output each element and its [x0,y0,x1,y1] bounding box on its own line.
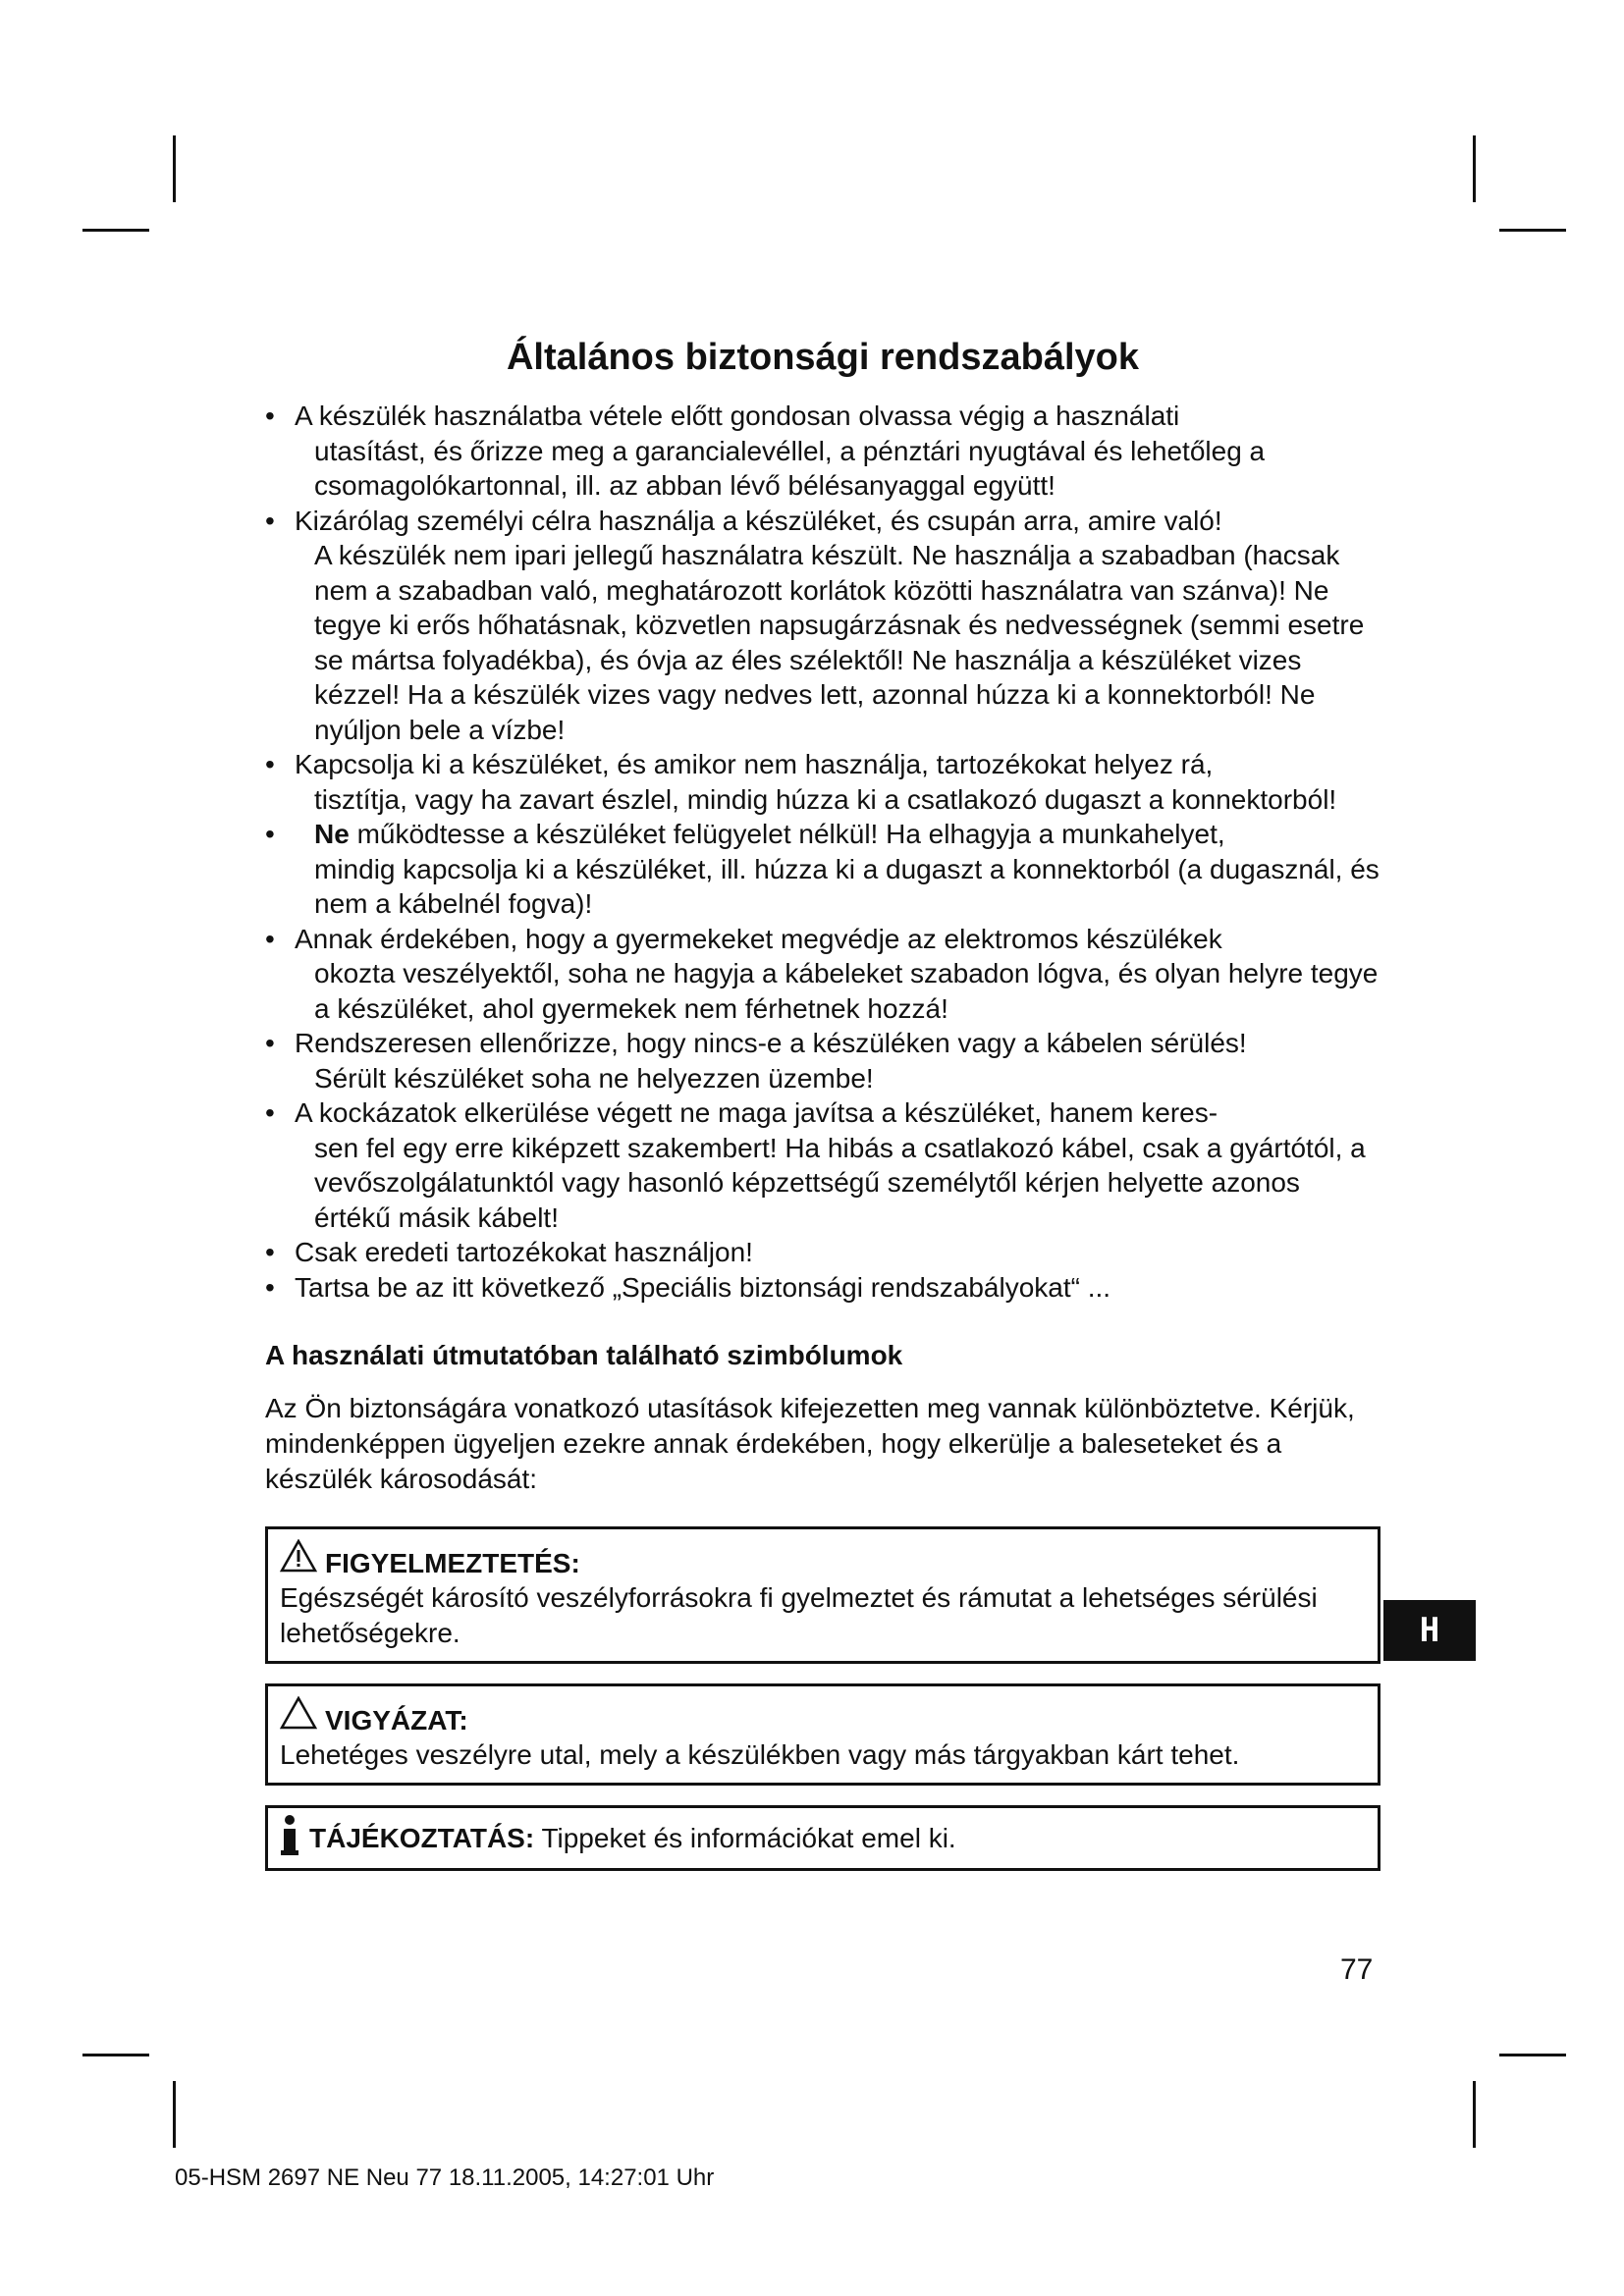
list-item [265,1235,1380,1270]
list-item-continuation: Sérült készüléket soha ne helyezzen üzembe! [314,1062,874,1094]
warning-label: FIGYELMEZTETÉS: [325,1548,580,1578]
language-tab: H [1383,1600,1476,1661]
bullet: • [265,505,275,536]
page-content [265,334,1380,1871]
bullet: • [265,400,275,431]
crop-mark [1473,135,1476,202]
safety-rules-list [265,399,1380,1305]
warning-text: Egészségét károsító veszélyforrásokra fi gyelmeztet és rámutat a lehetséges sérülési lehetőségekre. [280,1582,1318,1648]
caution-box [265,1683,1380,1786]
warning-triangle-icon [280,1539,317,1580]
crop-mark [173,135,176,202]
caution-label: VIGYÁZAT: [325,1705,468,1735]
list-item [265,399,1380,504]
bullet: • [265,1028,275,1058]
list-item-continuation: okozta veszélyektől, soha ne hagyja a kábeleket szabadon lógva, és olyan helyre tegye a készüléket, ahol gyermekek nem férhetnek hozzá! [314,958,1379,1024]
list-item [265,504,1380,748]
list-item-continuation: A készülék nem ipari jellegű használatra készült. Ne használja a szabadban (hacsak nem a szabadban való, meghatározott korlátok közötti használatra van szánva)! Ne tegye ki erős hőhatásnak, közvetlen napsugárzásnak és nedvességnek (semmi esetre se mártsa folyadékba), és óvja az éles szélektől! Ne használja a készüléket vizes kézzel! Ha a készülék vizes vagy nedves lett, azonnal húzza ki a konnektorból! Ne nyúljon bele a vízbe! [314,540,1365,745]
list-item-first-line: Kapcsolja ki a készüléket, és amikor nem használja, tartozékokat helyez rá, [295,749,1214,779]
list-item-first-line: Kizárólag személyi célra használja a készüléket, és csupán arra, amire való! [295,505,1222,536]
info-label: TÁJÉKOZTATÁS: [309,1822,535,1853]
list-item-first-line: A készülék használatba vétele előtt gondosan olvassa végig a használati [295,400,1180,431]
list-item-continuation: tisztítja, vagy ha zavart észlel, mindig húzza ki a csatlakozó dugaszt a konnektorból! [314,783,1337,815]
list-item-first-line: A kockázatok elkerülése végett ne maga javítsa a készüléket, hanem keres- [295,1097,1218,1128]
warning-box [265,1526,1380,1664]
symbols-intro: Az Ön biztonságára vonatkozó utasítások kifejezetten meg vannak különböztetve. Kérjük, mindenképpen ügyeljen ezekre annak érdekében, hogy elkerülje a baleseteket és a készülék károsodását: [265,1393,1355,1494]
bullet: • [265,1271,275,1303]
list-item [265,922,1380,1027]
list-item [265,747,1380,817]
list-item-continuation: utasítást, és őrizze meg a garancialevéllel, a pénztári nyugtával és lehetőleg a csomagolókartonnal, ill. az abban lévő bélésanyaggal együtt! [314,435,1266,501]
list-item-emphasis: Ne [314,819,350,849]
crop-mark [82,229,149,232]
bullet: • [265,1237,275,1267]
info-icon [280,1814,299,1862]
info-text: Tippeket és információkat emel ki. [534,1822,956,1853]
list-item [265,1026,1380,1095]
print-footer: 05-HSM 2697 NE Neu 77 18.11.2005, 14:27:01 Uhr [175,2164,715,2191]
bullet: • [265,749,275,779]
list-item-first-line: Rendszeresen ellenőrizze, hogy nincs-e a készüléken vagy a kábelen sérülés! [295,1028,1247,1058]
bullet: • [265,819,275,849]
crop-mark [173,2081,176,2148]
list-item-first-line: Annak érdekében, hogy a gyermekeket megvédje az elektromos készülékek [295,923,1222,954]
crop-mark [1499,2054,1566,2056]
list-item-first-line: Csak eredeti tartozékokat használjon! [295,1237,753,1267]
list-item-continuation: mindig kapcsolja ki a készüléket, ill. húzza ki a dugaszt a konnektorból (a dugasznál, és nem a kábelnél fogva)! [314,853,1380,919]
symbols-heading: A használati útmutatóban található szimbólumok [265,1340,903,1370]
crop-mark [1499,229,1566,232]
crop-mark [1473,2081,1476,2148]
caution-triangle-icon [280,1696,317,1737]
list-item [265,1095,1380,1235]
list-item-first-line: működtesse a készüléket felügyelet nélkül! Ha elhagyja a munkahelyet, [349,819,1225,849]
list-item [265,1270,1380,1306]
page-number: 77 [1340,1953,1374,1986]
info-box [265,1805,1380,1871]
caution-text: Lehetéges veszélyre utal, mely a készülékben vagy más tárgyakban kárt tehet. [280,1739,1240,1770]
crop-mark [82,2054,149,2056]
list-item-first-line: Tartsa be az itt következő „Speciális biztonsági rendszabályokat“ ... [295,1271,1111,1303]
page-title: Általános biztonsági rendszabályok [506,337,1140,378]
list-item [265,817,1380,922]
bullet: • [265,1097,275,1128]
bullet: • [265,923,275,954]
list-item-continuation: sen fel egy erre kiképzett szakembert! Ha hibás a csatlakozó kábel, csak a gyártótól, a vevőszolgálatunktól vagy hasonló képzettségű személytől kérjen helyette azonos értékű másik kábelt! [314,1132,1366,1233]
